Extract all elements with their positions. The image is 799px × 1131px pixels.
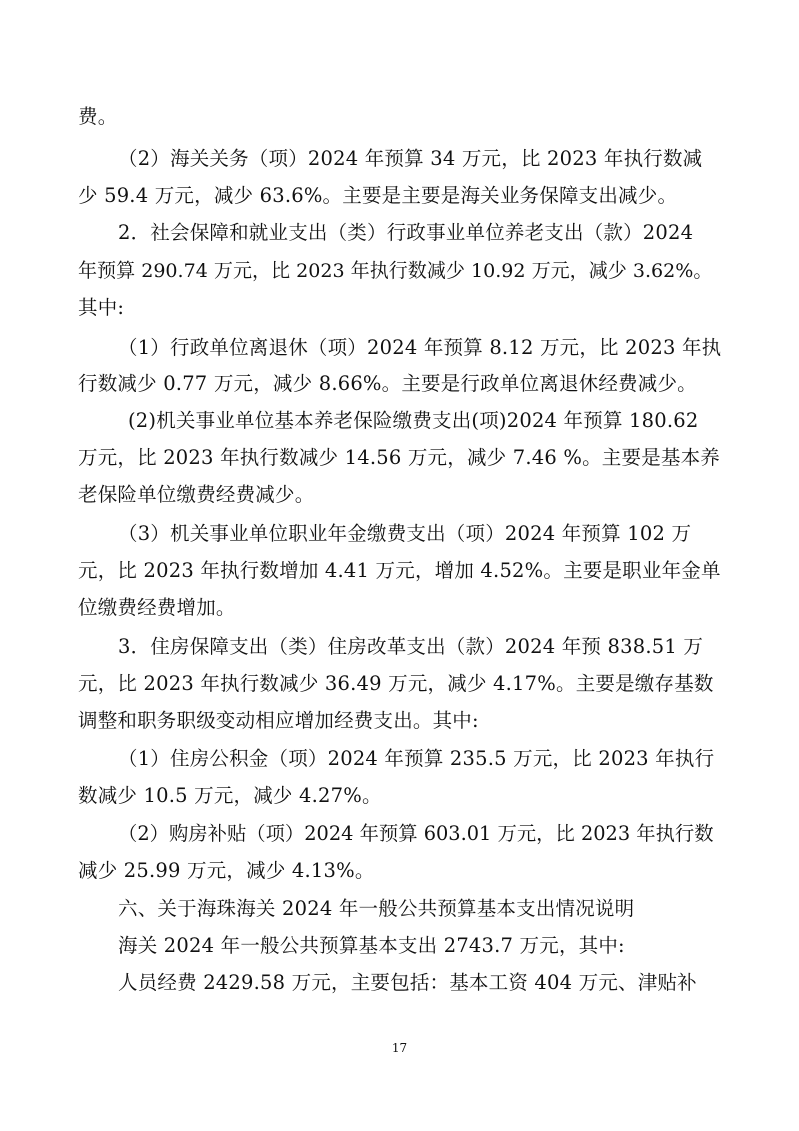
text-line: （2）购房补贴（项）2024 年预算 603.01 万元，比 2023 年执行数 [118, 822, 714, 845]
text-line: 费。 [78, 105, 118, 128]
text-line: 位缴费经费增加。 [78, 596, 236, 619]
text-line: 老保险单位缴费经费减少。 [78, 483, 315, 506]
text-line: 万元，比 2023 年执行数减少 14.56 万元，减少 7.46 %。主要是基本养 [78, 446, 720, 469]
section-heading: 六、关于海珠海关 2024 年一般公共预算基本支出情况说明 [118, 897, 635, 920]
text-line: 人员经费 2429.58 万元，主要包括：基本工资 404 万元、津贴补 [118, 971, 697, 994]
text-line: 其中: [78, 296, 125, 319]
text-line: （2）海关关务（项）2024 年预算 34 万元，比 2023 年执行数减 [118, 147, 703, 170]
text-line: 元，比 2023 年执行数减少 36.49 万元，减少 4.17%。主要是缴存基数 [78, 672, 714, 695]
text-line: 减少 25.99 万元，减少 4.13%。 [78, 859, 375, 882]
text-line: 2．社会保障和就业支出（类）行政事业单位养老支出（款）2024 [118, 221, 694, 244]
text-line: 元，比 2023 年执行数增加 4.41 万元，增加 4.52%。主要是职业年金单 [78, 559, 721, 582]
text-line: 3．住房保障支出（类）住房改革支出（款）2024 年预 838.51 万 [118, 635, 704, 658]
text-line: （1）行政单位离退休（项）2024 年预算 8.12 万元，比 2023 年执 [118, 336, 722, 359]
text-line: 年预算 290.74 万元，比 2023 年执行数减少 10.92 万元，减少 3.62%。 [78, 260, 713, 282]
text-line: 调整和职务职级变动相应增加经费支出。其中: [78, 709, 479, 732]
text-line: （3）机关事业单位职业年金缴费支出（项）2024 年预算 102 万 [118, 522, 692, 545]
page-number: 17 [391, 1041, 408, 1055]
text-line: 行数减少 0.77 万元，减少 8.66%。主要是行政单位离退休经费减少。 [78, 372, 697, 395]
text-line: (2)机关事业单位基本养老保险缴费支出(项)2024 年预算 180.62 [128, 409, 699, 432]
text-line: （1）住房公积金（项）2024 年预算 235.5 万元，比 2023 年执行 [118, 747, 715, 770]
text-line: 海关 2024 年一般公共预算基本支出 2743.7 万元，其中: [118, 934, 625, 957]
text-line: 少 59.4 万元，减少 63.6%。主要是主要是海关业务保障支出减少。 [78, 184, 678, 207]
text-line: 数减少 10.5 万元，减少 4.27%。 [78, 784, 382, 807]
